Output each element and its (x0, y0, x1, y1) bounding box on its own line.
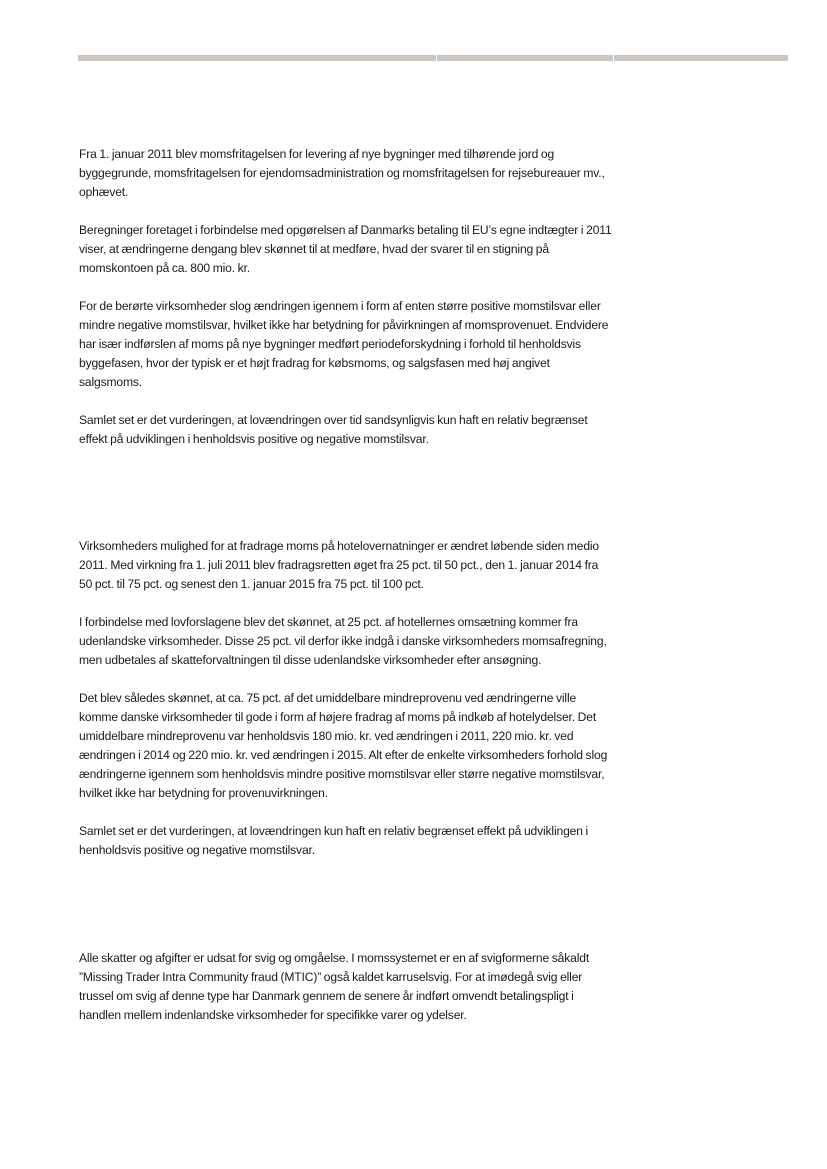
section-vat-exemption-repeal (79, 145, 614, 449)
paragraph: Det blev således skønnet, at ca. 75 pct. af det umiddelbare mindreprovenu ved ændringerne ville komme danske virksomheder til gode i form af højere fradrag af moms på indkøb af hotelydelser. Det umiddelbare mindreprovenu var henholdsvis 180 mio. kr. ved ændringen i 2011, 220 mio. kr. ved ændringen i 2014 og 220 mio. kr. ved ændringen i 2015. Alt efter de enkelte virksomheders forhold slog ændringerne igennem som henholdsvis mindre positive momstilsvar eller større negative momstilsvar, hvilket ikke har betydning for provenuvirkningen. (79, 691, 608, 800)
header-rule-divider (613, 55, 614, 61)
paragraph: Beregninger foretaget i forbindelse med opgørelsen af Danmarks betaling til EU’s egne indtægter i 2011 viser, at ændringerne dengang blev skønnet til at medføre, hvad der svarer til en stigning på momskontoen på ca. 800 mio. kr. (79, 223, 612, 275)
paragraph: Virksomheders mulighed for at fradrage moms på hotelovernatninger er ændret løbende siden medio 2011. Med virkning fra 1. juli 2011 blev fradragsretten øget fra 25 pct. til 50 pct., den 1. januar 2014 fra 50 pct. til 75 pct. og senest den 1. januar 2015 fra 75 pct. til 100 pct. (79, 539, 600, 591)
paragraph: Samlet set er det vurderingen, at lovændringen over tid sandsynligvis kun haft en relativ begrænset effekt på udviklingen i henholdsvis positive og negative momstilsvar. (79, 413, 588, 446)
header-rule-divider (436, 55, 437, 61)
paragraph: Fra 1. januar 2011 blev momsfritagelsen for levering af nye bygninger med tilhørende jord og byggegrunde, momsfritagelsen for ejendomsadministration og momsfritagelsen for rejsebureauer mv., ophævet. (79, 147, 605, 199)
paragraph: Samlet set er det vurderingen, at lovændringen kun haft en relativ begrænset effekt på udviklingen i henholdsvis positive og negative momstilsvar. (79, 824, 589, 857)
paragraph: Alle skatter og afgifter er udsat for svig og omgåelse. I momssystemet er en af svigformerne såkaldt ”Missing Trader Intra Community fraud (MTIC)” også kaldet karruselsvig. For at imødegå svig eller trussel om svig af denne type har Danmark gennem de senere år indført omvendt betalingspligt i handlen mellem indenlandske virksomheder for specifikke varer og ydelser. (79, 951, 590, 1022)
paragraph: I forbindelse med lovforslagene blev det skønnet, at 25 pct. af hotellernes omsætning kommer fra udenlandske virksomheder. Disse 25 pct. vil derfor ikke indgå i danske virksomheders momsafregning, men udbetales af skatteforvaltningen til disse udenlandske virksomheder efter ansøgning. (79, 615, 607, 667)
header-rule (78, 55, 788, 61)
paragraph: For de berørte virksomheder slog ændringen igennem i form af enten større positive momstilsvar eller mindre negative momstilsvar, hvilket ikke har betydning for påvirkningen af momsprovenuet. Endvidere har især indførslen af moms på nye bygninger medført periodeforskydning i forhold til henholdsvis byggefasen, hvor der typisk er et højt fradrag for købsmoms, og salgsfasen med høj angivet salgsmoms. (79, 299, 609, 389)
section-hotel-vat-deduction (79, 537, 614, 860)
section-vat-fraud (79, 949, 614, 1025)
